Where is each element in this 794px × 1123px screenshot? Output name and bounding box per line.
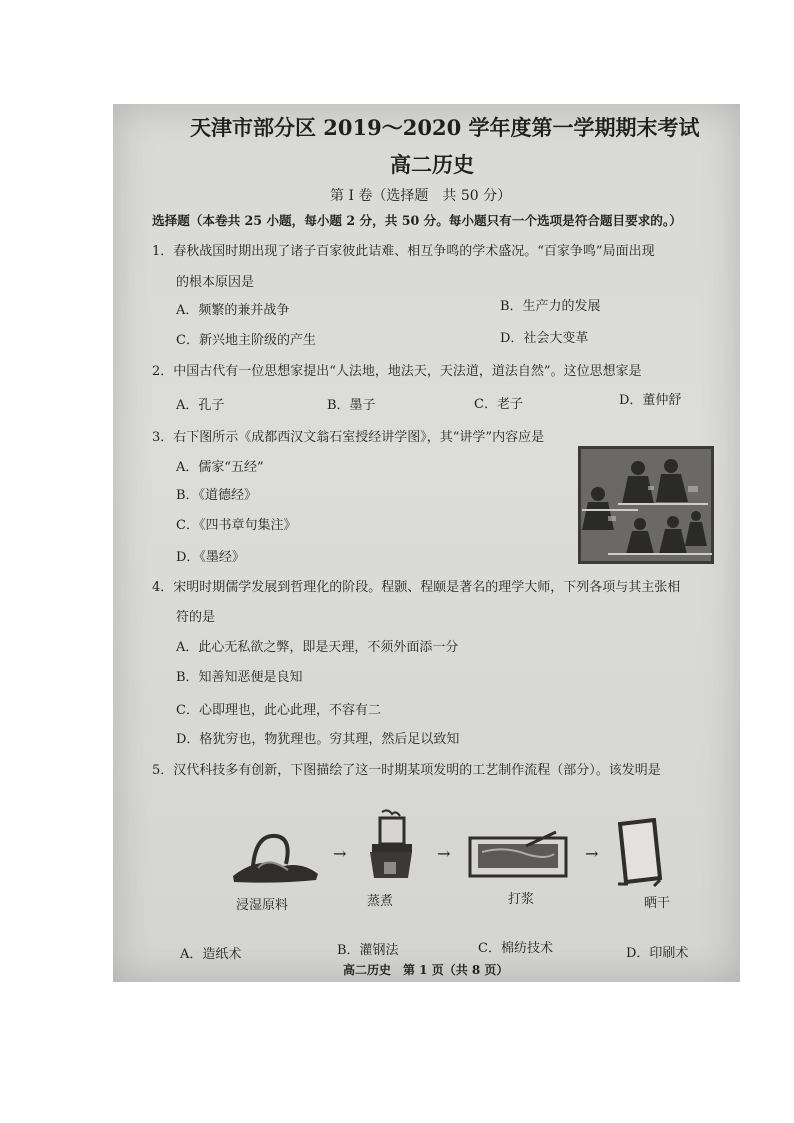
stone-relief-lecture-image (578, 446, 714, 564)
q4-option-d: D．格犹穷也，物犹理也。穷其理，然后足以致知 (176, 732, 460, 747)
q3-option-d: D．《墨经》 (176, 550, 245, 565)
q1-stem-line1: 1．春秋战国时期出现了诸子百家彼此诘难、相互争鸣的学术盛况。“百家争鸣”局面出现 (152, 244, 655, 259)
q2-stem: 2．中国古代有一位思想家提出“人法地，地法天，天法道，道法自然”。这位思想家是 (152, 364, 642, 379)
q2-option-b: B．墨子 (327, 398, 376, 413)
q1-option-a: A．频繁的兼并战争 (176, 303, 290, 318)
q4-option-c: C．心即理也，此心此理，不容有二 (176, 703, 381, 718)
q2-option-a: A．孔子 (176, 398, 225, 413)
q3-option-b: B．《道德经》 (176, 488, 258, 503)
beating-pulp-figure (466, 828, 570, 880)
q3-stem: 3．右下图所示《成都西汉文翁石室授经讲学图》，其“讲学”内容应是 (152, 430, 545, 445)
q5-option-c: C．棉纺技术 (478, 941, 553, 956)
arrow-icon: → (585, 844, 599, 863)
q4-option-b: B．知善知恶便是良知 (176, 670, 303, 685)
q5-option-d: D．印刷术 (626, 946, 689, 961)
arrow-icon: → (437, 844, 451, 863)
subject-title: 高二历史 (390, 152, 474, 177)
arrow-icon: → (333, 844, 347, 863)
q4-stem-line1: 4．宋明时期儒学发展到哲理化的阶段。程颢、程颐是著名的理学大师，下列各项与其主张相 (152, 580, 681, 595)
q2-option-c: C．老子 (474, 397, 523, 412)
page-footer: 高二历史 第 1 页（共 8 页） (343, 963, 509, 977)
q1-option-b: B．生产力的发展 (500, 299, 601, 314)
sun-drying-figure (614, 818, 664, 888)
step-dry-label: 晒干 (644, 896, 671, 911)
q4-stem-line2: 符的是 (176, 610, 216, 625)
q5-option-b: B．灌钢法 (337, 943, 399, 958)
q5-stem: 5．汉代科技多有创新，下图描绘了这一时期某项发明的工艺制作流程（部分）。该发明是 (152, 763, 661, 778)
step-steam-label: 蒸煮 (367, 894, 394, 909)
steam-cooking-figure (362, 808, 418, 886)
q4-option-a: A．此心无私欲之弊，即是天理，不须外面添一分 (176, 640, 459, 655)
section-heading: 第 I 卷（选择题 共 50 分） (330, 188, 512, 204)
q1-option-c: C．新兴地主阶级的产生 (176, 333, 316, 348)
q2-option-d: D．董仲舒 (619, 393, 682, 408)
q5-option-a: A．造纸术 (180, 947, 242, 962)
q1-option-d: D．社会大变革 (500, 331, 589, 346)
soak-materials-figure (228, 826, 323, 886)
q3-option-a: A．儒家“五经” (176, 460, 264, 475)
step-pulp-label: 打浆 (508, 892, 535, 907)
step-soak-label: 浸湿原料 (236, 898, 289, 913)
q3-option-c: C．《四书章句集注》 (176, 518, 297, 533)
instructions: 选择题（本卷共 25 小题，每小题 2 分，共 50 分。每小题只有一个选项是符合题目要求的。） (152, 213, 682, 228)
exam-title: 天津市部分区 2019～2020 学年度第一学期期末考试 (190, 115, 700, 140)
q1-stem-line2: 的根本原因是 (176, 275, 255, 290)
